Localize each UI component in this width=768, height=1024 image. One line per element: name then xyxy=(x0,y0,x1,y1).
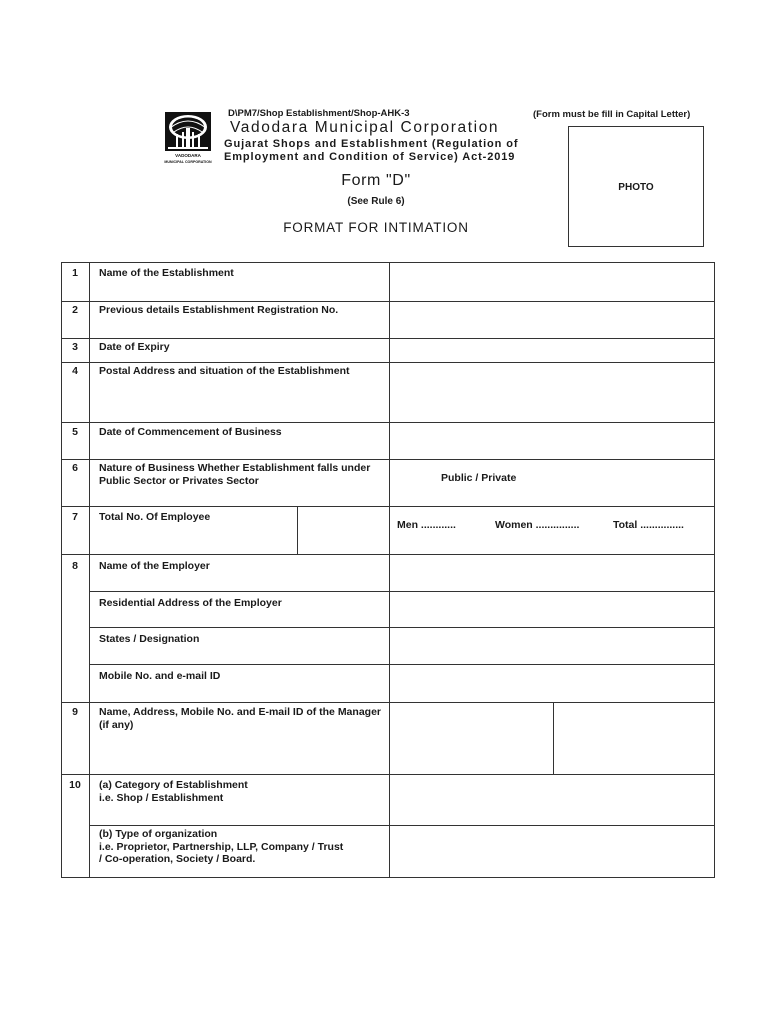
label-employer-contact: Mobile No. and e-mail ID xyxy=(99,670,221,682)
form-reference-code: D\PM7/Shop Establishment/Shop-AHK-3 xyxy=(228,108,410,119)
row-number: 7 xyxy=(72,511,78,523)
table-row-divider xyxy=(61,338,715,339)
label-category-of-establishment: (a) Category of Establishment i.e. Shop / Establishment xyxy=(99,779,248,804)
table-subrow-divider xyxy=(89,591,715,592)
table-row-divider xyxy=(61,774,715,775)
employee-women-field[interactable]: Women ............... xyxy=(495,519,580,531)
label-employer-name: Name of the Employer xyxy=(99,560,210,572)
table-row-divider xyxy=(61,301,715,302)
organization-name: Vadodara Municipal Corporation xyxy=(230,119,500,136)
capital-letter-note: (Form must be fill in Capital Letter) xyxy=(533,109,691,120)
table-row-divider xyxy=(61,422,715,423)
employee-men-field[interactable]: Men ............ xyxy=(397,519,456,531)
sector-options[interactable]: Public / Private xyxy=(441,472,517,484)
vmc-logo xyxy=(162,110,214,165)
logo-text-line2: MUNICIPAL CORPORATION xyxy=(164,160,212,164)
row-number: 8 xyxy=(72,560,78,572)
row-number: 10 xyxy=(69,779,81,791)
form-title: Form "D" xyxy=(341,172,411,189)
label-employer-address: Residential Address of the Employer xyxy=(99,597,282,609)
label-previous-registration: Previous details Establishment Registration No. xyxy=(99,304,339,316)
table-subrow-divider xyxy=(89,627,715,628)
label-establishment-name: Name of the Establishment xyxy=(99,267,234,279)
row-number: 9 xyxy=(72,706,78,718)
label-employer-designation: States / Designation xyxy=(99,633,200,645)
row-number: 4 xyxy=(72,365,78,377)
act-title-line2: Employment and Condition of Service) Act-2019 xyxy=(224,151,516,163)
table-column-divider xyxy=(89,262,90,877)
row-number: 5 xyxy=(72,426,78,438)
row-number: 6 xyxy=(72,462,78,474)
label-nature-of-business: Nature of Business Whether Establishment falls under Public Sector or Privates Sector xyxy=(99,462,371,487)
label-commencement-date: Date of Commencement of Business xyxy=(99,426,282,438)
photo-label: PHOTO xyxy=(618,182,654,193)
format-title: FORMAT FOR INTIMATION xyxy=(283,220,469,235)
table-column-divider xyxy=(553,702,554,774)
row-number: 1 xyxy=(72,267,78,279)
act-title xyxy=(224,138,518,164)
table-column-divider xyxy=(389,262,390,877)
label-postal-address: Postal Address and situation of the Establishment xyxy=(99,365,350,377)
label-date-of-expiry: Date of Expiry xyxy=(99,341,170,353)
logo-text-line1: VADODARA xyxy=(175,153,201,158)
label-type-of-organization: (b) Type of organization i.e. Proprietor, Partnership, LLP, Company / Trust / Co-operation, Society / Board. xyxy=(99,828,344,865)
table-row-divider xyxy=(61,459,715,460)
row-number: 3 xyxy=(72,341,78,353)
table-row-divider xyxy=(61,506,715,507)
table-border-top xyxy=(61,262,715,263)
table-subrow-divider xyxy=(89,664,715,665)
table-row-divider xyxy=(61,554,715,555)
table-border-bottom xyxy=(61,877,715,878)
table-border-right xyxy=(714,262,715,877)
see-rule-note: (See Rule 6) xyxy=(347,196,405,207)
table-row-divider xyxy=(61,362,715,363)
table-subrow-divider xyxy=(89,825,715,826)
employee-total-field[interactable]: Total ............... xyxy=(613,519,684,531)
act-title-line1: Gujarat Shops and Establishment (Regulation of xyxy=(224,138,519,150)
table-row-divider xyxy=(61,702,715,703)
row-number: 2 xyxy=(72,304,78,316)
label-manager-details: Name, Address, Mobile No. and E-mail ID of the Manager (if any) xyxy=(99,706,381,731)
label-total-employees: Total No. Of Employee xyxy=(99,511,211,523)
